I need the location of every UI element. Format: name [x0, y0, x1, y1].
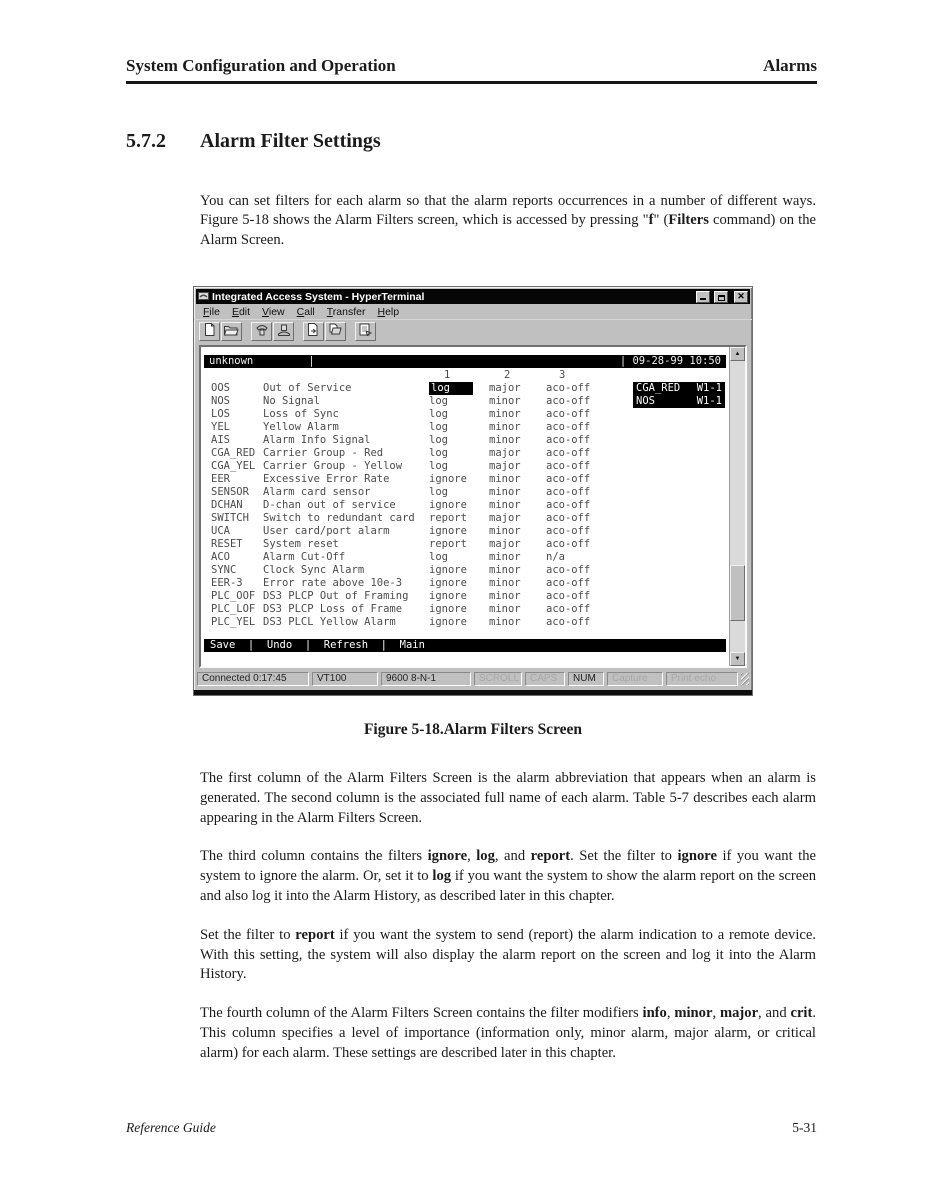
cell-modifier: major: [489, 538, 521, 550]
cell-aco: aco-off: [546, 434, 591, 446]
arrow-down-icon: ▼: [734, 656, 741, 662]
cell-modifier: minor: [489, 486, 521, 498]
section-heading: [126, 130, 381, 153]
cell-alarm-name: DS3 PLCP Out of Framing: [263, 590, 409, 602]
alarm-row-PLC_YEL: [204, 616, 726, 629]
cell-alarm-name: DS3 PLCL Yellow Alarm: [263, 616, 396, 628]
alarm-row-PLC_OOF: [204, 590, 726, 603]
terminal-datetime: | 09-28-99 10:50: [619, 355, 721, 367]
menu-edit[interactable]: Edit: [231, 305, 251, 318]
window-title: Integrated Access System - HyperTerminal: [212, 290, 425, 303]
cell-alarm-name: Excessive Error Rate: [263, 473, 390, 485]
close-icon: ✕: [737, 291, 745, 301]
body-paragraphs: [200, 769, 816, 1083]
toolbar-group: [251, 322, 294, 341]
cell-filter: ignore: [429, 525, 467, 537]
cell-modifier: minor: [489, 564, 521, 576]
cell-aco: aco-off: [546, 564, 591, 576]
cell-filter: log: [429, 447, 448, 459]
scrollbar-thumb[interactable]: [730, 565, 745, 621]
cell-modifier: major: [489, 447, 521, 459]
cell-filter: log: [429, 421, 448, 433]
cell-filter: log: [429, 486, 448, 498]
cell-alarm-name: Clock Sync Alarm: [263, 564, 365, 576]
active-alarm-label: NOS: [636, 395, 655, 407]
vertical-scrollbar[interactable]: [729, 347, 745, 666]
cell-modifier: minor: [489, 499, 521, 511]
cell-abbreviation: CGA_RED: [211, 447, 256, 459]
alarm-row-CGA_RED: [204, 447, 726, 460]
cell-aco: aco-off: [546, 447, 591, 459]
menu-bar: [194, 304, 752, 319]
section-number: 5.7.2: [126, 130, 166, 152]
send-file-icon: [307, 323, 320, 341]
receive-file-button[interactable]: [325, 322, 346, 341]
menu-file[interactable]: File: [203, 305, 220, 318]
active-alarm-NOS: [633, 395, 725, 408]
cell-aco: aco-off: [546, 512, 591, 524]
cell-alarm-name: Alarm Info Signal: [263, 434, 371, 446]
menu-call[interactable]: Call: [296, 305, 315, 318]
new-connection-button[interactable]: [199, 322, 220, 341]
toolbar-group: [199, 322, 242, 341]
cell-abbreviation: EER-3: [211, 577, 243, 589]
terminal-screen: [201, 347, 729, 666]
status-panel-caps: CAPS: [525, 672, 565, 686]
active-alarm-CGA_RED: [633, 382, 725, 395]
cell-abbreviation: SYNC: [211, 564, 237, 576]
cell-abbreviation: PLC_LOF: [211, 603, 256, 615]
cell-modifier: minor: [489, 395, 521, 407]
call-icon: [255, 323, 269, 341]
cell-alarm-name: Yellow Alarm: [263, 421, 339, 433]
maximize-icon: [718, 295, 725, 301]
alarm-row-RESET: [204, 538, 726, 551]
cell-aco: aco-off: [546, 460, 591, 472]
window-titlebar[interactable]: [196, 289, 750, 304]
figure-caption: Figure 5-18.Alarm Filters Screen: [363, 721, 583, 738]
cell-filter: log: [429, 408, 448, 420]
paragraph-2: The first column of the Alarm Filters Screen is the alarm abbreviation that appears when an alarm is generated. The second column is the associated full name of each alarm. Table 5-7 describes each alarm appearing in the Alarm Filters Screen.: [200, 770, 816, 826]
receive-file-icon: [329, 323, 343, 341]
new-connection-icon: [203, 323, 216, 341]
column-number-row: [204, 369, 726, 382]
cell-aco: aco-off: [546, 577, 591, 589]
cell-alarm-name: User card/port alarm: [263, 525, 390, 537]
footer-document-title: Reference Guide: [126, 1120, 216, 1135]
cell-alarm-name: DS3 PLCP Loss of Frame: [263, 603, 403, 615]
header-left-text: System Configuration and Operation: [126, 56, 396, 75]
cell-aco: aco-off: [546, 499, 591, 511]
cell-abbreviation: YEL: [211, 421, 230, 433]
send-file-button[interactable]: [303, 322, 324, 341]
properties-icon: [359, 323, 372, 341]
cell-filter: log: [429, 434, 448, 446]
cell-modifier: minor: [489, 603, 521, 615]
active-alarm-location: W1-1: [696, 382, 722, 394]
cell-alarm-name: D-chan out of service: [263, 499, 396, 511]
terminal-header-bar: [204, 355, 726, 368]
cell-aco: aco-off: [546, 538, 591, 550]
alarm-row-YEL: [204, 421, 726, 434]
footer-page-number: 5-31: [792, 1120, 817, 1135]
scroll-up-button[interactable]: [730, 347, 745, 361]
cell-aco: aco-off: [546, 382, 591, 394]
cell-filter: log: [429, 395, 448, 407]
cell-abbreviation: RESET: [211, 538, 243, 550]
cell-abbreviation: EER: [211, 473, 230, 485]
cell-alarm-name: System reset: [263, 538, 339, 550]
column-number-3: 3: [559, 369, 566, 381]
column-number-1: 1: [444, 369, 451, 381]
cell-alarm-name: Error rate above 10e-3: [263, 577, 403, 589]
cell-alarm-name: Carrier Group - Red: [263, 447, 384, 459]
toolbar-group: [355, 322, 376, 341]
alarm-row-PLC_LOF: [204, 603, 726, 616]
status-panel-print-echo: Print echo: [666, 672, 738, 686]
screenshot-bottom-edge: [194, 690, 752, 695]
hangup-icon: [277, 323, 291, 341]
cell-modifier: minor: [489, 421, 521, 433]
cell-abbreviation: ACO: [211, 551, 230, 563]
open-button[interactable]: [221, 322, 242, 341]
cell-aco: aco-off: [546, 473, 591, 485]
resize-grip[interactable]: [741, 673, 749, 685]
alarm-row-SYNC: [204, 564, 726, 577]
status-panel-9600-8-n-1: 9600 8-N-1: [381, 672, 471, 686]
cell-filter: log: [429, 460, 448, 472]
toolbar: [194, 319, 752, 343]
terminal-command-bar[interactable]: Save | Undo | Refresh | Main: [204, 639, 726, 652]
cell-alarm-name: Alarm card sensor: [263, 486, 371, 498]
active-alarm-list: [633, 382, 725, 408]
cell-abbreviation: LOS: [211, 408, 230, 420]
terminal-header-divider: |: [308, 355, 315, 367]
cell-aco: aco-off: [546, 616, 591, 628]
alarm-row-EER: [204, 473, 726, 486]
cell-filter: ignore: [429, 473, 467, 485]
minimize-button[interactable]: [696, 291, 710, 303]
status-panel-scroll: SCROLL: [474, 672, 522, 686]
cell-alarm-name: Alarm Cut-Off: [263, 551, 346, 563]
terminal-node-name: unknown: [209, 355, 254, 367]
cell-filter: ignore: [429, 577, 467, 589]
call-button[interactable]: [251, 322, 272, 341]
cell-filter: report: [429, 538, 467, 550]
alarm-row-LOS: [204, 408, 726, 421]
cell-filter: ignore: [429, 564, 467, 576]
cell-modifier: minor: [489, 525, 521, 537]
header-rule: [126, 81, 817, 84]
cell-filter: log: [429, 551, 448, 563]
intro-paragraph: You can set filters for each alarm so that the alarm reports occurrences in a number of different ways. Figure 5-18 shows the Alarm Filters screen, which is accessed by pressing "f" (Filters command) on the Alarm Screen.: [200, 192, 817, 249]
cell-abbreviation: AIS: [211, 434, 230, 446]
menu-view[interactable]: View: [262, 305, 285, 318]
cell-aco: aco-off: [546, 603, 591, 615]
cell-alarm-name: Out of Service: [263, 382, 352, 394]
status-panel-connected-0-17-45: Connected 0:17:45: [197, 672, 309, 686]
active-alarm-label: CGA_RED: [636, 382, 681, 394]
toolbar-group: [303, 322, 346, 341]
minimize-icon: [700, 298, 706, 300]
scroll-down-button[interactable]: [730, 652, 745, 666]
cell-modifier: minor: [489, 473, 521, 485]
hangup-button[interactable]: [273, 322, 294, 341]
status-panel-capture: Capture: [607, 672, 663, 686]
terminal-frame: [199, 345, 747, 668]
maximize-button[interactable]: [714, 291, 728, 303]
cell-modifier: minor: [489, 408, 521, 420]
cell-abbreviation: PLC_OOF: [211, 590, 256, 602]
cell-filter[interactable]: log: [429, 382, 473, 395]
cell-modifier: major: [489, 512, 521, 524]
cell-filter: report: [429, 512, 467, 524]
cell-modifier: minor: [489, 616, 521, 628]
column-number-2: 2: [504, 369, 511, 381]
cell-aco: aco-off: [546, 525, 591, 537]
alarm-row-EER-3: [204, 577, 726, 590]
cell-modifier: major: [489, 382, 521, 394]
cell-abbreviation: DCHAN: [211, 499, 243, 511]
cell-abbreviation: SWITCH: [211, 512, 249, 524]
cell-modifier: minor: [489, 551, 521, 563]
alarm-row-CGA_YEL: [204, 460, 726, 473]
menu-help[interactable]: Help: [377, 305, 400, 318]
cell-filter: ignore: [429, 499, 467, 511]
cell-alarm-name: Carrier Group - Yellow: [263, 460, 403, 472]
alarm-row-UCA: [204, 525, 726, 538]
properties-button[interactable]: [355, 322, 376, 341]
cell-filter: ignore: [429, 590, 467, 602]
cell-alarm-name: No Signal: [263, 395, 320, 407]
cell-alarm-name: Switch to redundant card: [263, 512, 415, 524]
section-title: Alarm Filter Settings: [200, 130, 381, 152]
cell-modifier: minor: [489, 434, 521, 446]
running-header: [126, 56, 817, 76]
alarm-row-SENSOR: [204, 486, 726, 499]
status-panel-vt100: VT100: [312, 672, 378, 686]
alarm-row-AIS: [204, 434, 726, 447]
active-alarm-location: W1-1: [696, 395, 722, 407]
cell-abbreviation: CGA_YEL: [211, 460, 256, 472]
paragraph-5: The fourth column of the Alarm Filters Screen contains the filter modifiers info, minor, major, and crit. This column specifies a level of importance (information only, minor alarm, major alarm, or critical alarm) for each alarm. These settings are described later in this chapter.: [200, 1005, 816, 1061]
status-bar: [194, 670, 752, 690]
open-icon: [224, 323, 239, 341]
alarm-row-ACO: [204, 551, 726, 564]
status-panel-num: NUM: [568, 672, 604, 686]
cell-aco: aco-off: [546, 590, 591, 602]
cell-aco: n/a: [546, 551, 565, 563]
paragraph-4: Set the filter to report if you want the system to send (report) the alarm indication to a remote device. With this setting, the system will also display the alarm report on the screen and log it into the Alarm History.: [200, 926, 816, 983]
cell-alarm-name: Loss of Sync: [263, 408, 339, 420]
cell-abbreviation: UCA: [211, 525, 230, 537]
cell-modifier: major: [489, 460, 521, 472]
cell-aco: aco-off: [546, 408, 591, 420]
close-button[interactable]: [734, 291, 748, 303]
cell-modifier: minor: [489, 577, 521, 589]
cell-abbreviation: PLC_YEL: [211, 616, 256, 628]
arrow-up-icon: ▲: [734, 351, 741, 357]
cell-abbreviation: OOS: [211, 382, 230, 394]
cell-filter: ignore: [429, 616, 467, 628]
cell-aco: aco-off: [546, 395, 591, 407]
scrollbar-track[interactable]: [730, 361, 745, 652]
menu-transfer[interactable]: Transfer: [326, 305, 366, 318]
cell-modifier: minor: [489, 590, 521, 602]
cell-abbreviation: NOS: [211, 395, 230, 407]
cell-aco: aco-off: [546, 421, 591, 433]
hyperterminal-icon: [198, 291, 209, 302]
figure-5-18-screenshot: [193, 286, 753, 696]
cell-filter: ignore: [429, 603, 467, 615]
cell-abbreviation: SENSOR: [211, 486, 249, 498]
paragraph-3: The third column contains the filters ignore, log, and report. Set the filter to ignore if you want the system to ignore the alarm. Or, set it to log if you want the system to show the alarm report on the screen and also log it into the Alarm History, as described later in this chapter.: [200, 848, 816, 904]
alarm-row-SWITCH: [204, 512, 726, 525]
alarm-row-DCHAN: [204, 499, 726, 512]
header-right-text: Alarms: [763, 56, 817, 75]
cell-aco: aco-off: [546, 486, 591, 498]
